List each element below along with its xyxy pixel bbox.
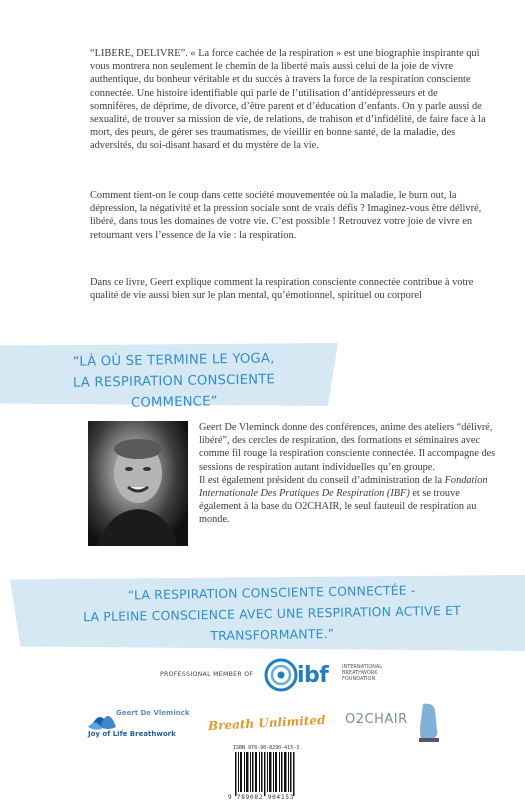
barcode-icon: [235, 752, 295, 796]
ibf-subtitle-line-2: BREATHWORK: [342, 670, 378, 676]
bio-text-2a: Il est également président du conseil d’administration de la: [199, 474, 445, 486]
ibf-subtitle-line-3: FOUNDATION: [342, 676, 376, 682]
intro-paragraph-2: Comment tient-on le coup dans cette société mouvementée où la maladie, le burn out, la dépression, la négativité et la pression sociale sont de vrais défis ? Imaginez-vous être délivré, libéré, dans tous les domaines de votre vie. C’est possible ! Retrouvez votre joie de vivre en retournant vers l’essence de la vie : la respiration.: [90, 190, 482, 241]
breath-unlimited-logo: Breath Unlimited: [207, 712, 326, 734]
geert-logo-tagline: Joy of Life Breathwork: [88, 730, 176, 738]
breathing-quote-line-2: LA PLEINE CONSCIENCE AVEC UNE RESPIRATION ACTIVE ET TRANSFORMANTE.”: [83, 602, 461, 644]
ibf-subtitle: [342, 664, 382, 682]
ibf-wordmark: ibf: [297, 663, 329, 688]
author-bio: [199, 421, 499, 527]
yoga-quote: [43, 348, 304, 416]
intro-paragraph-1: “LIBERE, DELIVRE”. « La force cachée de la respiration » est une biographie inspirante qui vous montrera non seulement le chemin de la liberté mais aussi celui de la joie de vivre authentique, du bonheur véritable et du succès à travers la force de la respiration consciente connectée. Une histoire identifiable qui parle de l’utilisation d’antidépresseurs et de somnifères, de déprime, de divorce, d’être parent et d’éducation d’enfants. On y parle aussi de sexualité, de trouver sa mission de vie, de relations, de trahison et d’infidélité, de faire face à la mort, des peurs, de gérer ses traumatismes, de vieillir en bonne santé, de la maladie, des adversités, du soi-disant hasard et du mystère de la vie.: [90, 48, 486, 152]
isbn-label: ISBN 978-90-8290-415-3: [233, 745, 300, 751]
breathing-quote-line-1: “LA RESPIRATION CONSCIENTE CONNECTÉE -: [127, 582, 416, 603]
ibf-subtitle-line-1: INTERNATIONAL: [342, 664, 383, 670]
bio-foundation-name: Fondation Internationale Des Pratiques De Respiration (IBF): [199, 474, 488, 500]
intro-paragraph-3: Dans ce livre, Geert explique comment la respiration consciente connectée contribue à votre qualité de vie aussi bien sur le plan mental, qu’émotionnel, spirituel ou corporel: [90, 277, 474, 302]
bio-text-1: Geert De Vleminck donne des conférences, anime des ateliers “délivré, libéré”, des cercles de respiration, des formations et séminaires avec comme fil rouge la respiration consciente connectée. Il accompagne des sessions de respiration autant individuelles qu’en groupe.: [199, 422, 496, 473]
breathing-quote: [33, 578, 510, 649]
bio-text-2b: et se trouve également à la base du O2CHAIR, le seul fauteuil de respiration au monde.: [199, 488, 477, 526]
yoga-quote-line-2: LA RESPIRATION CONSCIENTE COMMENCE”: [72, 372, 276, 411]
professional-member-label: PROFESSIONAL MEMBER OF: [160, 671, 254, 678]
chair-icon: [415, 700, 445, 744]
yoga-quote-line-1: “LÀ OÙ SE TERMINE LE YOGA,: [72, 351, 275, 370]
geert-logo-name: Geert De Vleminck: [116, 709, 190, 717]
barcode-number: 9 789082 904153: [228, 794, 295, 801]
o2chair-logo: O2CHAIR: [345, 712, 408, 727]
author-photo: [88, 421, 188, 546]
